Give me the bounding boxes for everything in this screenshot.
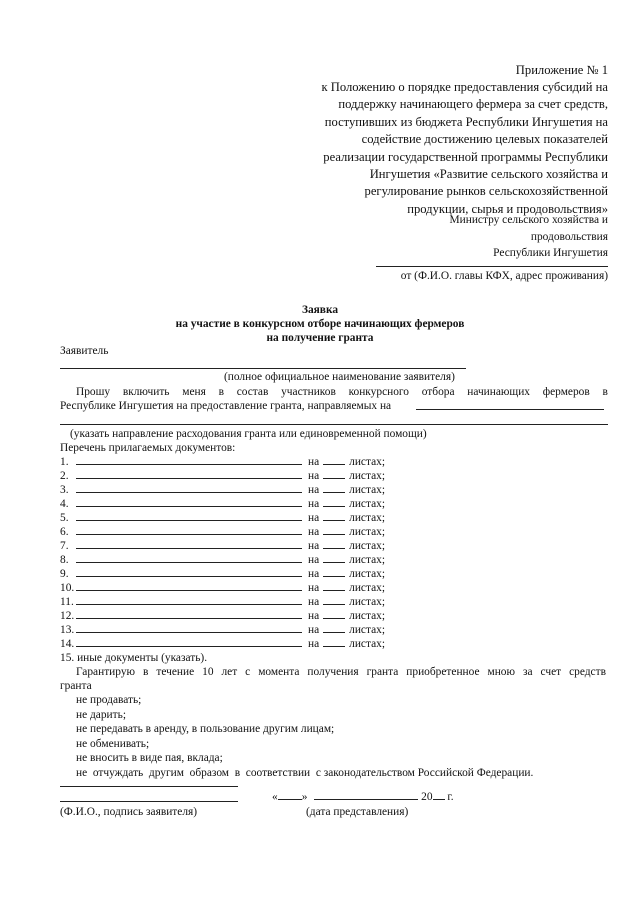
document-number: 1. [60, 456, 69, 468]
sheet-count-field[interactable] [323, 455, 345, 465]
on-label: на [308, 610, 320, 622]
grant-direction-field[interactable] [416, 409, 604, 410]
request-word: состав [236, 386, 269, 398]
sheet-count-field[interactable] [323, 595, 345, 605]
sheet-count-field[interactable] [323, 637, 345, 647]
on-label: на [308, 596, 320, 608]
guarantee-word: приобретенное [406, 666, 480, 678]
appendix-line: реализации государственной программы Республики [323, 149, 608, 164]
on-label: на [308, 582, 320, 594]
document-number: 14. [60, 638, 75, 650]
document-row [60, 581, 385, 595]
document-row [60, 553, 385, 567]
on-label: на [308, 638, 320, 650]
sheet-count-field[interactable] [323, 581, 345, 591]
document-number: 7. [60, 540, 69, 552]
on-label: на [308, 512, 320, 524]
sheets-label: листах; [349, 470, 386, 482]
form-title: Заявка [301, 304, 339, 316]
document-row [60, 455, 385, 469]
document-row [60, 497, 385, 511]
on-label: на [308, 624, 320, 636]
guarantee-item: не продавать; [76, 694, 142, 706]
guarantee-word: 10 [202, 666, 214, 678]
request-word: меня [182, 386, 206, 398]
document-number: 2. [60, 470, 69, 482]
appendix-line: Ингушетия «Развитие сельского хозяйства и [369, 167, 608, 181]
guarantee-word: в [143, 666, 149, 678]
document-row [60, 483, 385, 497]
on-label: на [308, 540, 320, 552]
appendix-line: регулирование рынков сельскохозяйственной [364, 184, 608, 199]
applicant-hint: (полное официальное наименование заявителя) [224, 371, 455, 383]
signature-line-2[interactable] [60, 801, 238, 802]
sheet-count-field[interactable] [323, 553, 345, 563]
sheets-label: листах; [349, 484, 386, 496]
document-number: 8. [60, 554, 69, 566]
guarantee-word: гранта [366, 666, 399, 678]
appendix-number: Приложение № 1 [515, 63, 608, 77]
document-row [60, 469, 385, 483]
guarantee-word: лет [221, 666, 238, 678]
guarantee-item: не передавать в аренду, в пользование другим лицам; [76, 723, 335, 736]
guarantee-word: счет [540, 666, 562, 678]
sheets-label: листах; [349, 498, 386, 510]
document-row [60, 539, 385, 553]
request-word: фермеров [542, 386, 590, 398]
document-name-field[interactable] [76, 525, 302, 535]
document-number: 11. [60, 596, 74, 608]
grant-direction-field-2[interactable] [60, 424, 608, 425]
document-name-field[interactable] [76, 483, 302, 493]
guarantee-item: не отчуждать другим образом в соответствии с законодательством Российской Федерации. [76, 767, 534, 779]
document-name-field[interactable] [76, 497, 302, 507]
addressee-line: Министру сельского хозяйства и [449, 214, 608, 226]
on-label: на [308, 456, 320, 468]
document-number: 3. [60, 484, 69, 496]
sheets-label: листах; [349, 568, 386, 580]
sheet-count-field[interactable] [323, 609, 345, 619]
guarantee-word: средств [569, 666, 606, 678]
document-number: 9. [60, 568, 69, 580]
sheets-label: листах; [349, 526, 386, 538]
signature-label: (Ф.И.О., подпись заявителя) [60, 806, 198, 818]
document-number: 13. [60, 624, 75, 636]
addressee-underline [376, 266, 608, 267]
document-number: 12. [60, 610, 75, 622]
documents-label: Перечень прилагаемых документов: [60, 442, 236, 454]
sheet-count-field[interactable] [323, 497, 345, 507]
sheet-count-field[interactable] [323, 525, 345, 535]
document-name-field[interactable] [76, 581, 302, 591]
request-line-2: Республике Ингушетия на предоставление гранта, направляемых на [60, 400, 392, 412]
addressee-line: продовольствия [530, 231, 608, 243]
document-row [60, 567, 385, 581]
sheet-count-field[interactable] [323, 567, 345, 577]
request-hint: (указать направление расходования гранта или единовременной помощи) [70, 428, 427, 440]
on-label: на [308, 554, 320, 566]
appendix-line: продукции, сырья и продовольствия» [407, 201, 608, 216]
document-number: 6. [60, 526, 69, 538]
sheets-label: листах; [349, 554, 386, 566]
document-name-field[interactable] [76, 539, 302, 549]
request-word: в [218, 386, 224, 398]
sheets-label: листах; [349, 540, 386, 552]
appendix-line: к Положению о порядке предоставления субсидий на [321, 80, 608, 94]
date-day-blank[interactable] [278, 790, 302, 800]
addressee-line: Республики Ингушетия [493, 247, 608, 259]
request-word: в [602, 386, 608, 398]
date-month-blank[interactable] [314, 790, 418, 800]
guarantee-word: получения [307, 666, 359, 678]
document-name-field[interactable] [76, 609, 302, 619]
guarantee-word: течение [156, 666, 195, 678]
request-word: участников [281, 386, 336, 398]
document-name-field[interactable] [76, 455, 302, 465]
request-word: конкурсного [348, 386, 410, 398]
document-row [60, 595, 385, 609]
document-name-field[interactable] [76, 469, 302, 479]
guarantee-word: с [245, 666, 251, 678]
document-row [60, 525, 385, 539]
sheet-count-field[interactable] [323, 511, 345, 521]
sheets-label: листах; [349, 596, 386, 608]
sheets-label: листах; [349, 624, 386, 636]
document-number: 4. [60, 498, 69, 510]
guarantee-line-2: гранта [60, 680, 92, 692]
date-year-blank[interactable] [433, 790, 445, 800]
guarantee-line-1 [76, 665, 606, 679]
sheet-count-field[interactable] [323, 623, 345, 633]
request-line-1 [76, 385, 608, 399]
on-label: на [308, 484, 320, 496]
document-number: 10. [60, 582, 75, 594]
on-label: на [308, 526, 320, 538]
guarantee-word: мною [487, 666, 516, 678]
document-row [60, 623, 385, 637]
form-subtitle-2: на получение гранта [266, 332, 374, 344]
guarantee-item: не обменивать; [76, 737, 150, 750]
sheets-label: листах; [349, 610, 386, 622]
applicant-label: Заявитель [60, 345, 109, 357]
date-year-suffix: г. [444, 791, 454, 803]
document-row [60, 637, 385, 651]
on-label: на [308, 470, 320, 482]
document-name-field[interactable] [76, 595, 302, 605]
form-subtitle: на участие в конкурсном отборе начинающих фермеров [175, 318, 465, 330]
guarantee-word: за [522, 666, 533, 678]
document-row [60, 609, 385, 623]
appendix-line: поддержку начинающего фермера за счет средств, [338, 97, 608, 112]
appendix-line: поступивших из бюджета Республики Ингушетия на [324, 114, 608, 129]
date-field[interactable] [272, 790, 454, 804]
document-name-field[interactable] [76, 567, 302, 577]
applicant-field[interactable] [60, 368, 466, 369]
request-word: отбора [421, 386, 455, 398]
date-year-prefix: 20 [421, 791, 433, 803]
request-word: включить [122, 386, 170, 398]
addressee-from-label: от (Ф.И.О. главы КФХ, адрес проживания) [400, 270, 608, 282]
on-label: на [308, 498, 320, 510]
signature-line-1[interactable] [60, 786, 238, 787]
document-name-field[interactable] [76, 623, 302, 633]
date-label: (дата представления) [306, 806, 409, 818]
appendix-line: содействие достижению целевых показателей [361, 132, 608, 147]
sheets-label: листах; [349, 638, 386, 650]
document-name-field[interactable] [76, 511, 302, 521]
date-open-quote: « [272, 791, 278, 803]
date-close-quote: » [301, 791, 308, 803]
guarantee-item: не дарить; [76, 708, 126, 721]
sheet-count-field[interactable] [323, 469, 345, 479]
sheets-label: листах; [349, 456, 386, 468]
on-label: на [308, 568, 320, 580]
guarantee-word: момента [258, 666, 300, 678]
request-word: Прошу [76, 386, 111, 398]
guarantee-word: Гарантирую [76, 666, 136, 678]
document-number: 5. [60, 512, 69, 524]
request-word: начинающих [467, 386, 530, 398]
document-name-field[interactable] [76, 553, 302, 563]
other-documents: 15. иные документы (указать). [60, 652, 208, 664]
sheets-label: листах; [349, 582, 386, 594]
guarantee-item: не вносить в виде пая, вклада; [76, 752, 223, 765]
document-row [60, 511, 385, 525]
sheet-count-field[interactable] [323, 483, 345, 493]
sheet-count-field[interactable] [323, 539, 345, 549]
sheets-label: листах; [349, 512, 386, 524]
document-name-field[interactable] [76, 637, 302, 647]
